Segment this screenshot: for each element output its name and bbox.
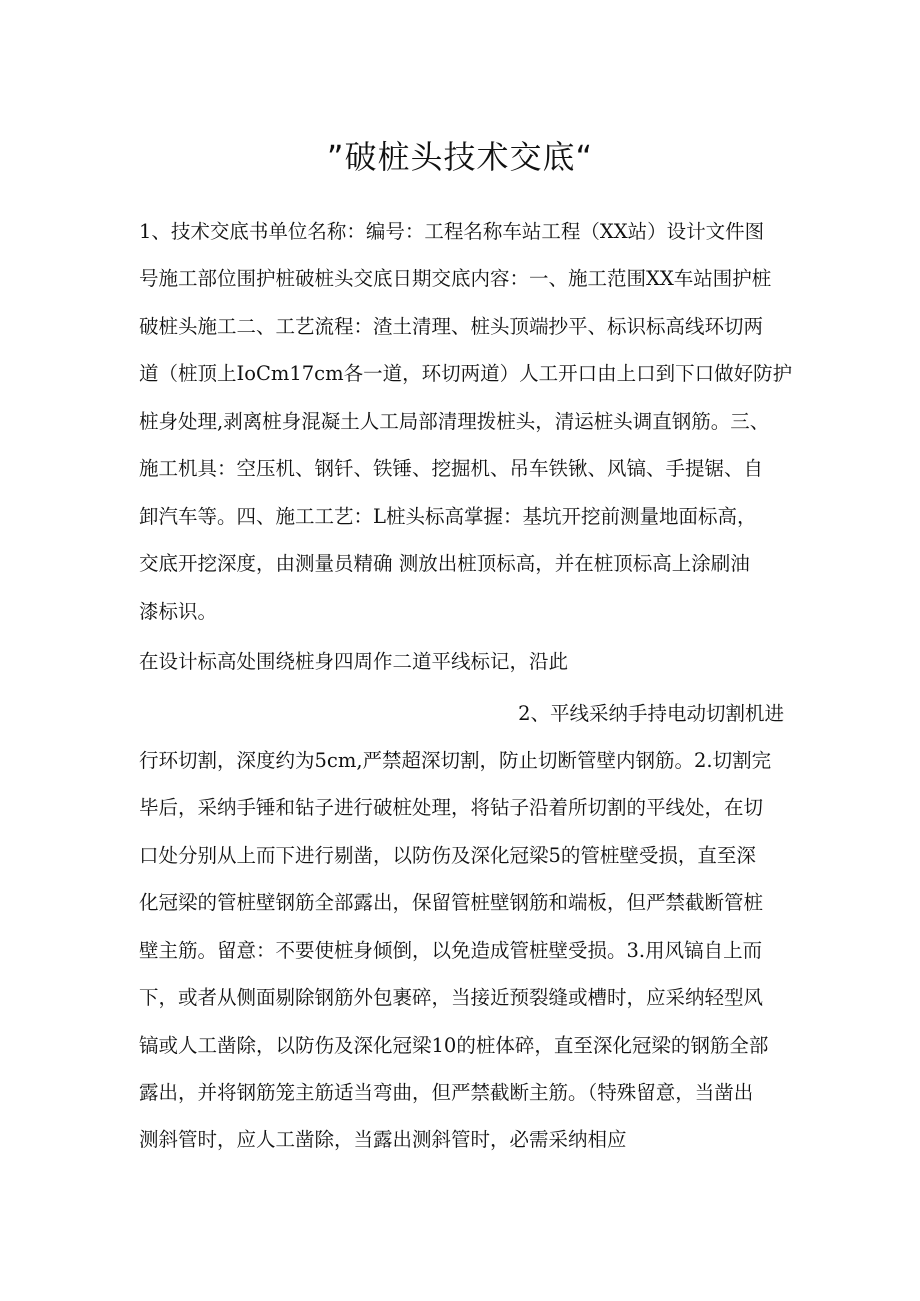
text-line: 测斜管时，应人工凿除，当露出测斜管时，必需采纳相应 — [139, 1128, 627, 1151]
text-line: 下，或者从侧面剔除钢筋外包裹碎，当接近预裂缝或槽时，应采纳轻型风 — [139, 986, 764, 1009]
text-line: 桩身处理,剥离桩身混凝土人工局部清理拨桩头，清运桩头调直钢筋。三、 — [139, 410, 770, 433]
text-line: 漆标识。 — [139, 600, 218, 623]
text-line: 道（桩顶上IoCm17cm各一道，环切两道）人工开口由上口到下口做好防护 — [139, 362, 793, 385]
text-line: 壁主筋。留意：不要使桩身倾倒，以免造成管桩壁受损。3.用风镐自上而 — [139, 939, 763, 962]
text-line: 卸汽车等。四、施工工艺：L桩头标高掌握：基坑开挖前测量地面标高， — [139, 505, 757, 528]
text-line: 化冠梁的管桩壁钢筋全部露出，保留管桩壁钢筋和端板，但严禁截断管桩 — [139, 891, 764, 914]
text-line: 2、平线采纳手持电动切割机进 — [518, 702, 784, 725]
text-line: 在设计标高处围绕桩身四周作二道平线标记，沿此 — [139, 650, 569, 673]
text-line: 毕后，采纳手锤和钻子进行破桩处理，将钻子沿着所切割的平线处，在切 — [139, 796, 764, 819]
text-line: 施工机具：空压机、钢钎、铁锤、挖掘机、吊车铁锹、风镐、手提锯、自 — [139, 457, 764, 480]
text-line: 口处分别从上而下进行剔凿，以防伤及深化冠梁5的管桩壁受损，直至深 — [139, 844, 756, 867]
text-line: 交底开挖深度，由测量员精确 测放出桩顶标高，并在桩顶标高上涂刷油 — [139, 552, 750, 575]
text-line: 行环切割，深度约为5cm,严禁超深切割，防止切断管壁内钢筋。2.切割完 — [139, 749, 772, 772]
text-line: 1、技术交底书单位名称：编号：工程名称车站工程（XX站）设计文件图 — [139, 220, 765, 243]
text-line: 露出，并将钢筋笼主筋适当弯曲，但严禁截断主筋。（特殊留意，当凿出 — [139, 1081, 754, 1104]
text-line: 破桩头施工二、工艺流程：渣土清理、桩头顶端抄平、标识标高线环切两 — [139, 315, 764, 338]
text-line: 镐或人工凿除，以防伤及深化冠梁10的桩体碎，直至深化冠梁的钢筋全部 — [139, 1034, 769, 1057]
text-line: 号施工部位围护桩破桩头交底日期交底内容：一、施工范围XX车站围护桩 — [139, 267, 772, 290]
document-title: ”破桩头技术交底“ — [326, 138, 594, 176]
